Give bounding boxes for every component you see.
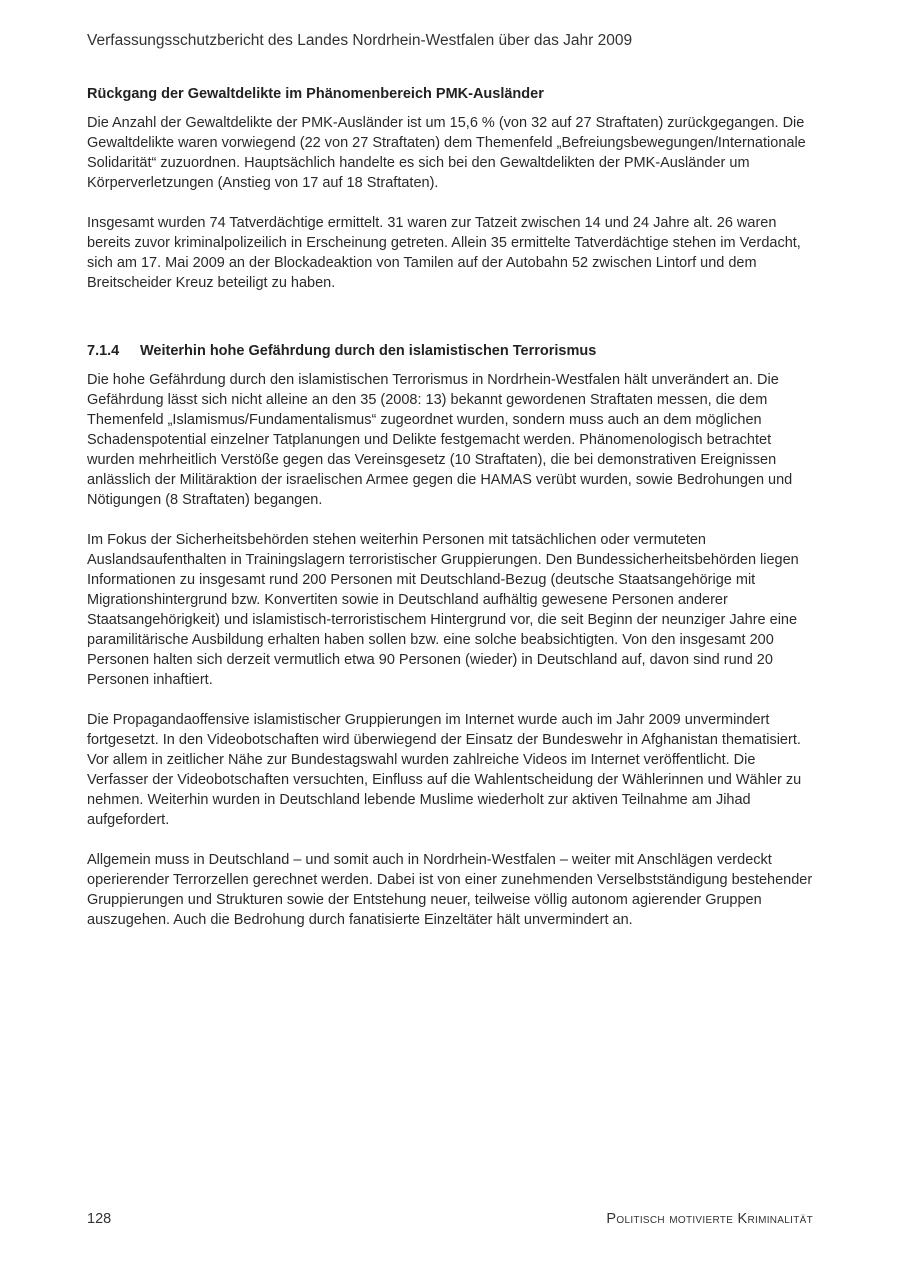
paragraph: Allgemein muss in Deutschland – und somit auch in Nordrhein-Westfalen – weiter mit Anschlägen verdeckt operierender Terrorzellen gerechnet werden. Dabei ist von einer zunehmenden Verselbstständigung bestehender Gruppierungen und Strukturen sowie der Entstehung neuer, teilweise völlig autonom agierender Gruppen auszugehen. Auch die Bedrohung durch fanatisierte Einzeltäter hält unvermindert an. [87,852,813,928]
running-header: Verfassungsschutzbericht des Landes Nordrhein-Westfalen über das Jahr 2009 [87,32,633,49]
paragraph: Die Anzahl der Gewaltdelikte der PMK-Ausländer ist um 15,6 % (von 32 auf 27 Straftaten) zurückgegangen. Die Gewaltdelikte waren vorwiegend (22 von 27 Straftaten) dem Themenfeld „Befreiungsbewegungen/Internationale Solidarität“ zuzuordnen. Hauptsächlich handelte es sich bei den Gewaltdelikten der PMK-Ausländer um Körperverletzungen (Anstieg von 17 auf 18 Straftaten). [87,115,806,191]
paragraph: Die Propagandaoffensive islamistischer Gruppierungen im Internet wurde auch im Jahr 2009 unvermindert fortgesetzt. In den Videobotschaften wird überwiegend der Einsatz der Bundeswehr in Afghanistan thematisiert. Vor allem in zeitlicher Nähe zur Bundestagswahl wurden zahlreiche Videos im Internet veröffentlicht. Die Verfasser der Videobotschaften versuchten, Einfluss auf die Wahlentscheidung der Wählerinnen und Wähler zu nehmen. Weiterhin wurden in Deutschland lebende Muslime wiederholt zur aktiven Teilnahme am Jihad aufgefordert. [87,712,802,828]
page-number: 128 [87,1211,112,1227]
paragraph: Insgesamt wurden 74 Tatverdächtige ermittelt. 31 waren zur Tatzeit zwischen 14 und 24 Jahre alt. 26 waren bereits zuvor kriminalpolizeilich in Erscheinung getreten. Allein 35 ermittelte Tatverdächtige stehen im Verdacht, sich am 17. Mai 2009 an der Blockadeaktion von Tamilen auf der Autobahn 52 zwischen Lintorf und dem Breitscheider Kreuz beteiligt zu haben. [87,215,801,291]
page-footer [87,1209,813,1229]
section-number: 7.1.4 [87,343,120,359]
section-heading-gewaltdelikte: Rückgang der Gewaltdelikte im Phänomenbereich PMK-Ausländer [87,86,544,102]
page-content [87,84,817,930]
chapter-title: Politisch motivierte Kriminalität [606,1211,813,1227]
paragraph: Die hohe Gefährdung durch den islamistischen Terrorismus in Nordrhein-Westfalen hält unverändert an. Die Gefährdung lässt sich nicht alleine an den 35 (2008: 13) bekannt gewordenen Straftaten messen, die dem Themenfeld „Islamismus/Fundamentalismus“ zugeordnet wurden, sondern muss auch an dem möglichen Schadenspotential einzelner Tatplanungen und Delikte festgemacht werden. Phänomenologisch betrachtet wurden mehrheitlich Verstöße gegen das Vereinsgesetz (10 Straftaten), die bei demonstrativen Ereignissen anlässlich der Militäraktion der israelischen Armee gegen die HAMAS verübt wurden, sowie Bedrohungen und Nötigungen (8 Straftaten) begangen. [87,372,793,508]
paragraph: Im Fokus der Sicherheitsbehörden stehen weiterhin Personen mit tatsächlichen oder vermuteten Auslandsaufenthalten in Trainingslagern terroristischer Gruppierungen. Den Bundessicherheitsbehörden liegen Informationen zu insgesamt rund 200 Personen mit Deutschland-Bezug (deutsche Staatsangehörige mit Migrationshintergrund bzw. Konvertiten sowie in Deutschland aufhältig gewesene Personen anderer Staatsangehörigkeit) und islamistisch-terroristischem Hintergrund vor, die seit Beginn der neunziger Jahre eine paramilitärische Ausbildung erhalten haben sollen bzw. eine solche beabsichtigten. Von den insgesamt 200 Personen halten sich derzeit vermutlich etwa 90 Personen (wieder) in Deutschland auf, davon sind rund 20 Personen inhaftiert. [87,532,799,688]
section-title: Weiterhin hohe Gefährdung durch den islamistischen Terrorismus [140,343,597,359]
section-heading-terrorismus [87,341,817,361]
